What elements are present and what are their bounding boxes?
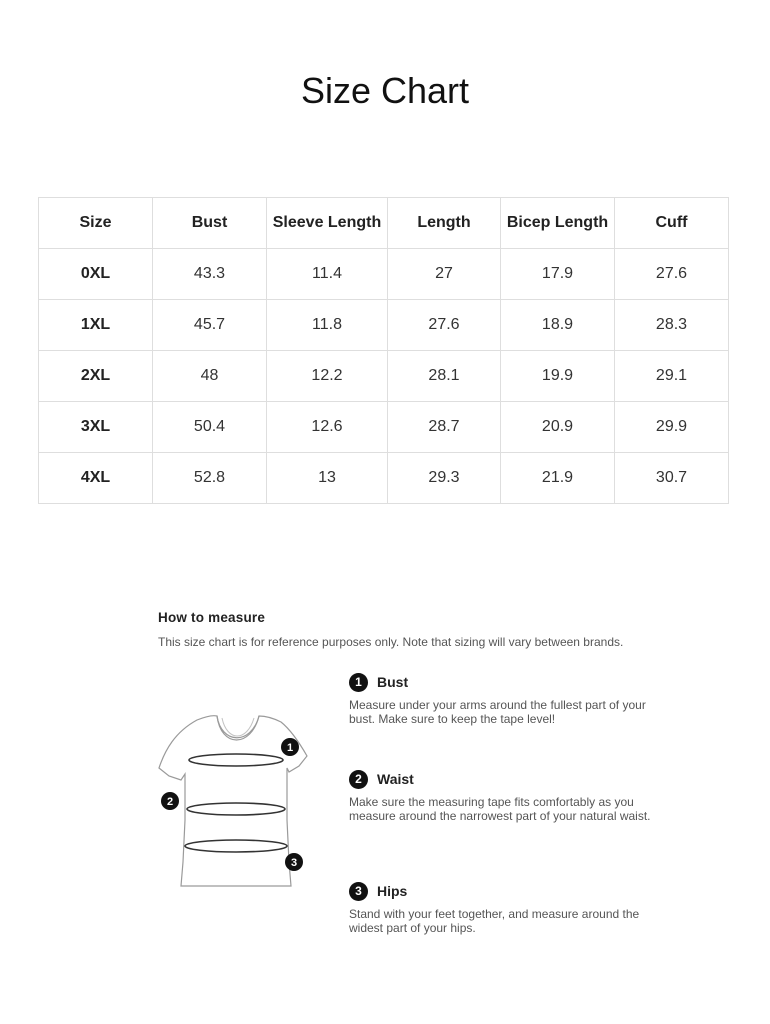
- column-header-cuff: Cuff: [615, 198, 729, 249]
- length-cell: 28.1: [388, 351, 501, 402]
- table-header-row: [39, 198, 729, 249]
- sleeve-length-cell: 11.4: [267, 249, 388, 300]
- sleeve-length-cell: 13: [267, 453, 388, 504]
- how-to-measure-section: [158, 610, 658, 649]
- size-cell: 3XL: [39, 402, 153, 453]
- column-header-bust: Bust: [153, 198, 267, 249]
- step-number-badge: 1: [349, 673, 368, 692]
- step-description: Make sure the measuring tape fits comfortably as you measure around the narrowest part of your natural waist.: [349, 795, 651, 823]
- length-cell: 27.6: [388, 300, 501, 351]
- size-cell: 1XL: [39, 300, 153, 351]
- size-cell: 0XL: [39, 249, 153, 300]
- cuff-cell: 30.7: [615, 453, 729, 504]
- table-row: [39, 300, 729, 351]
- bust-step: [349, 672, 659, 726]
- length-cell: 29.3: [388, 453, 501, 504]
- svg-text:1: 1: [286, 742, 294, 754]
- page-title: Size Chart: [300, 70, 470, 111]
- cuff-cell: 29.1: [615, 351, 729, 402]
- column-header-bicep-length: Bicep Length: [501, 198, 615, 249]
- bust-cell: 52.8: [153, 453, 267, 504]
- bicep-length-cell: 19.9: [501, 351, 615, 402]
- length-cell: 27: [388, 249, 501, 300]
- bicep-length-cell: 20.9: [501, 402, 615, 453]
- tshirt-measurement-illustration: [155, 710, 315, 895]
- step-title: Waist: [377, 771, 414, 787]
- step-title: Bust: [377, 674, 409, 690]
- column-header-size: Size: [39, 198, 153, 249]
- svg-text:2: 2: [166, 796, 174, 808]
- column-header-length: Length: [388, 198, 501, 249]
- waist-step: [349, 769, 659, 823]
- bicep-length-cell: 21.9: [501, 453, 615, 504]
- size-chart-table: [38, 197, 729, 504]
- table-row: [39, 249, 729, 300]
- step-description: Stand with your feet together, and measure around the widest part of your hips.: [349, 907, 640, 935]
- bust-marker: [281, 738, 299, 756]
- sleeve-length-cell: 11.8: [267, 300, 388, 351]
- svg-text:3: 3: [290, 857, 298, 869]
- table-row: [39, 351, 729, 402]
- bust-cell: 50.4: [153, 402, 267, 453]
- bust-cell: 43.3: [153, 249, 267, 300]
- cuff-cell: 29.9: [615, 402, 729, 453]
- step-number-badge: 2: [349, 770, 368, 789]
- cuff-cell: 27.6: [615, 249, 729, 300]
- size-cell: 4XL: [39, 453, 153, 504]
- bust-cell: 48: [153, 351, 267, 402]
- bust-cell: 45.7: [153, 300, 267, 351]
- size-disclaimer: This size chart is for reference purposes only. Note that sizing will vary between brands.: [158, 635, 624, 649]
- step-description: Measure under your arms around the fullest part of your bust. Make sure to keep the tape level!: [349, 698, 646, 726]
- bicep-length-cell: 17.9: [501, 249, 615, 300]
- sleeve-length-cell: 12.2: [267, 351, 388, 402]
- sleeve-length-cell: 12.6: [267, 402, 388, 453]
- step-title: Hips: [377, 883, 408, 899]
- how-to-measure-heading: How to measure: [158, 610, 266, 625]
- length-cell: 28.7: [388, 402, 501, 453]
- table-row: [39, 402, 729, 453]
- step-number-badge: 3: [349, 882, 368, 901]
- table-row: [39, 453, 729, 504]
- hips-step: [349, 881, 659, 935]
- column-header-sleeve-length: Sleeve Length: [267, 198, 388, 249]
- bicep-length-cell: 18.9: [501, 300, 615, 351]
- cuff-cell: 28.3: [615, 300, 729, 351]
- size-cell: 2XL: [39, 351, 153, 402]
- hips-marker: [285, 853, 303, 871]
- waist-marker: [161, 792, 179, 810]
